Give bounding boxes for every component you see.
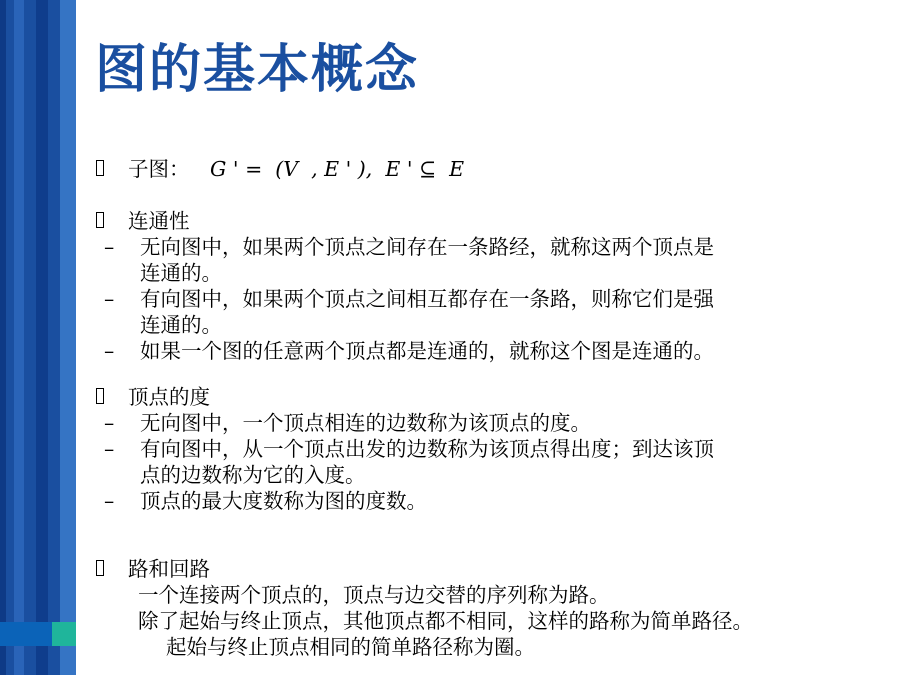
path-section — [96, 556, 886, 582]
connectivity-section — [96, 208, 886, 234]
bullet-icon — [96, 388, 104, 404]
list-item — [96, 488, 886, 514]
degree-heading: 顶点的度 — [128, 385, 210, 409]
bullet-icon — [96, 212, 104, 228]
dash-marker: – — [104, 339, 115, 363]
list-item — [96, 436, 886, 488]
item-line: 连通的。 — [140, 261, 222, 285]
path-line: 除了起始与终止顶点，其他顶点都不相同，这样的路称为简单路径。 — [138, 609, 753, 633]
item-line: 如果一个图的任意两个顶点都是连通的，就称这个图是连通的。 — [140, 339, 714, 363]
list-item — [96, 286, 886, 338]
item-line: 点的边数称为它的入度。 — [140, 463, 366, 487]
dash-marker: – — [104, 287, 115, 311]
bullet-icon — [96, 160, 104, 176]
degree-section — [96, 384, 886, 410]
path-line: 一个连接两个顶点的，顶点与边交替的序列称为路。 — [138, 583, 610, 607]
bullet-icon — [96, 560, 104, 576]
sidebar-stripe — [36, 0, 48, 675]
subgraph-section — [96, 156, 886, 182]
dash-marker: – — [104, 489, 115, 513]
subgraph-label: 子图： — [128, 157, 190, 181]
sidebar-stripe — [60, 0, 76, 675]
item-line: 有向图中，如果两个顶点之间相互都存在一条路，则称它们是强 — [140, 287, 714, 311]
dash-marker: – — [104, 235, 115, 259]
item-line: 顶点的最大度数称为图的度数。 — [140, 489, 427, 513]
dash-marker: – — [104, 411, 115, 435]
left-sidebar-decoration — [0, 0, 76, 675]
item-line: 有向图中，从一个顶点出发的边数称为该顶点得出度；到达该顶 — [140, 437, 714, 461]
connectivity-heading: 连通性 — [128, 209, 190, 233]
page-title: 图的基本概念 — [95, 39, 420, 100]
item-line: 无向图中，如果两个顶点之间存在一条路经，就称这两个顶点是 — [140, 235, 714, 259]
list-item — [96, 234, 886, 286]
path-heading: 路和回路 — [128, 557, 210, 581]
slide-content — [96, 156, 886, 660]
sidebar-stripe — [0, 0, 6, 675]
list-item — [96, 410, 886, 436]
sidebar-stripe — [14, 0, 24, 675]
sidebar-band — [0, 622, 52, 646]
dash-marker: – — [104, 437, 115, 461]
list-item — [96, 338, 886, 364]
item-line: 连通的。 — [140, 313, 222, 337]
path-line: 起始与终止顶点相同的简单路径称为圈。 — [166, 635, 535, 659]
subgraph-formula: G ' = (V , E ' ), E ' ⊆ E — [210, 157, 465, 181]
item-line: 无向图中，一个顶点相连的边数称为该顶点的度。 — [140, 411, 591, 435]
sidebar-teal-square — [52, 622, 76, 646]
